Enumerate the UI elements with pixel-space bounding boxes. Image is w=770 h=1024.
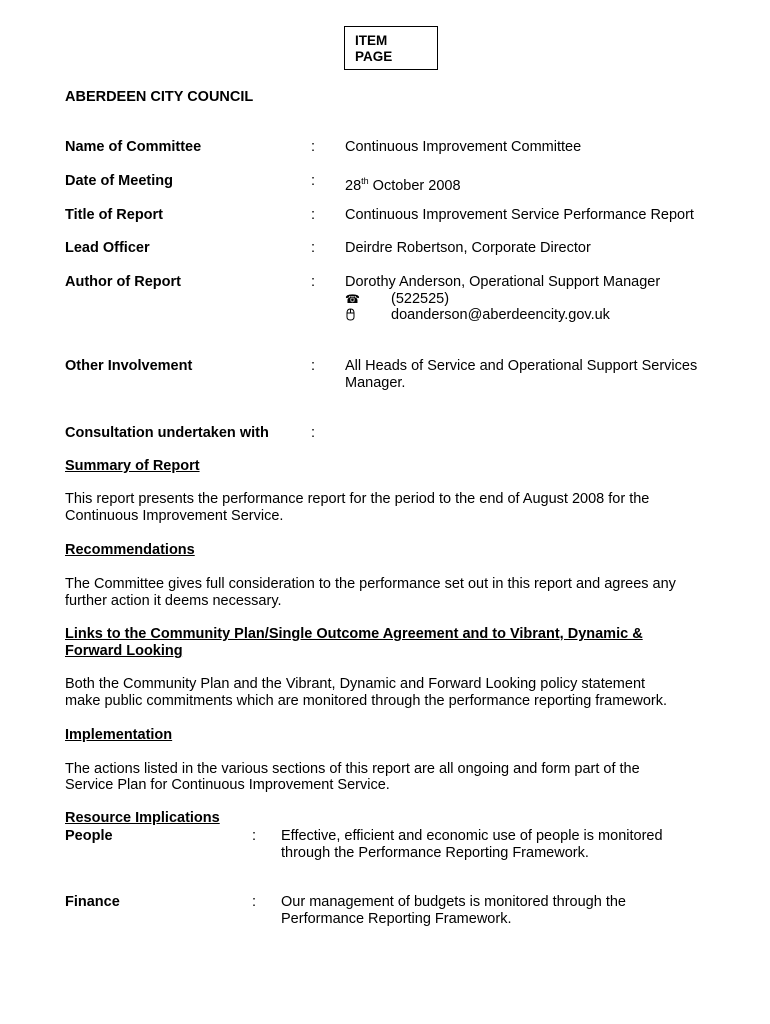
field-label: Author of Report: [65, 274, 181, 290]
summary-line: Continuous Improvement Service.: [65, 508, 284, 524]
field-label: Title of Report: [65, 207, 164, 223]
finance-line: Performance Reporting Framework.: [281, 911, 512, 927]
people-label: People: [65, 828, 113, 844]
email-address: doanderson@aberdeencity.gov.uk: [391, 307, 610, 323]
finance-colon: :: [252, 894, 257, 910]
people-line: Effective, efficient and economic use of people is monitored: [281, 828, 663, 844]
links-heading: Links to the Community Plan/Single Outcome Agreement and to Vibrant, Dynamic &: [65, 626, 643, 642]
implementation-line: The actions listed in the various sections of this report are all ongoing and form part of the: [65, 761, 640, 777]
field-colon: :: [311, 139, 316, 155]
links-heading: Forward Looking: [65, 643, 183, 659]
recommendations-heading: Recommendations: [65, 542, 195, 558]
field-colon: :: [311, 358, 316, 374]
field-value: Deirdre Robertson, Corporate Director: [345, 240, 591, 256]
finance-label: Finance: [65, 894, 120, 910]
field-label: Lead Officer: [65, 240, 150, 256]
phone-number: (522525): [391, 291, 450, 307]
mouse-icon: [345, 307, 391, 324]
date-suffix: th: [361, 176, 369, 186]
field-colon: :: [311, 240, 316, 256]
author-email: [345, 307, 610, 324]
implementation-heading: Implementation: [65, 727, 173, 743]
field-value-line2: Manager.: [345, 375, 406, 391]
field-colon: :: [311, 274, 316, 290]
field-colon: :: [311, 207, 316, 223]
field-label: Other Involvement: [65, 358, 193, 374]
item-page-box: [344, 26, 438, 70]
item-label: ITEM: [355, 33, 388, 48]
field-value-line1: All Heads of Service and Operational Support Services: [345, 358, 698, 374]
date-rest: October 2008: [368, 177, 461, 194]
field-label: Date of Meeting: [65, 173, 173, 189]
council-title: ABERDEEN CITY COUNCIL: [65, 89, 254, 105]
page-label: PAGE: [355, 49, 393, 64]
people-colon: :: [252, 828, 257, 844]
date-day: 28: [345, 177, 362, 194]
recommendations-line: further action it deems necessary.: [65, 593, 282, 609]
field-value: Continuous Improvement Committee: [345, 139, 582, 155]
resource-heading: Resource Implications: [65, 810, 220, 826]
telephone-icon: ☎: [345, 292, 360, 306]
field-value: [345, 173, 461, 195]
links-line: make public commitments which are monitored through the performance reporting framework.: [65, 693, 668, 709]
finance-line: Our management of budgets is monitored through the: [281, 894, 626, 910]
summary-line: This report presents the performance report for the period to the end of August 2008 for the: [65, 491, 650, 507]
recommendations-line: The Committee gives full consideration to the performance set out in this report and agrees any: [65, 576, 676, 592]
summary-heading: Summary of Report: [65, 458, 200, 474]
implementation-line: Service Plan for Continuous Improvement Service.: [65, 777, 390, 793]
field-value: Dorothy Anderson, Operational Support Manager: [345, 274, 661, 290]
field-label: Name of Committee: [65, 139, 202, 155]
people-line: through the Performance Reporting Framework.: [281, 845, 589, 861]
links-line: Both the Community Plan and the Vibrant, Dynamic and Forward Looking policy statement: [65, 676, 646, 692]
field-label: Consultation undertaken with: [65, 425, 269, 441]
field-value: Continuous Improvement Service Performance Report: [345, 207, 694, 223]
author-phone: [345, 291, 449, 308]
field-colon: :: [311, 425, 316, 441]
field-colon: :: [311, 173, 316, 189]
